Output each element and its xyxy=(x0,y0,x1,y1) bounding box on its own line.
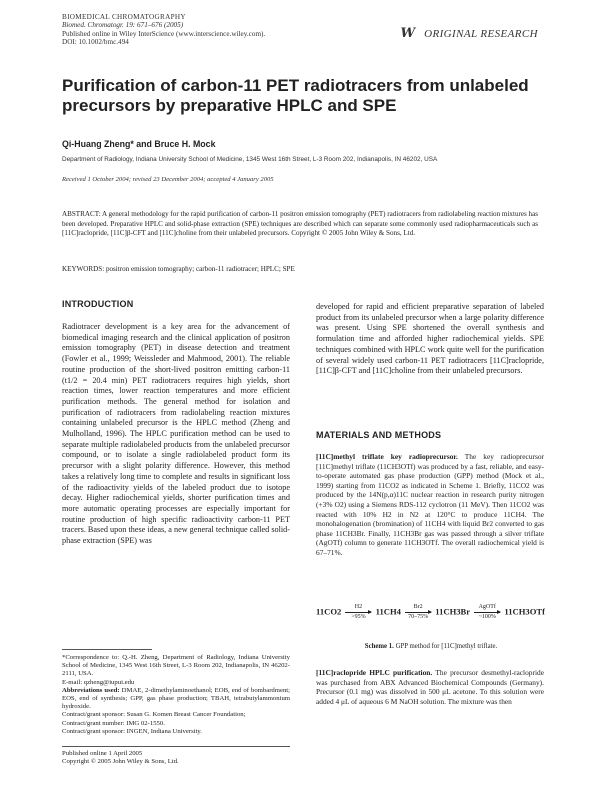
raclopride-section xyxy=(316,668,544,706)
abbrev-label: Abbreviations used: xyxy=(62,686,120,694)
scheme-yield-3: ~100% xyxy=(478,614,496,620)
reaction-arrow-icon xyxy=(345,612,371,613)
scheme-reagent-1: H2 xyxy=(354,604,363,610)
journal-citation: Biomed. Chromatogr. 19: 671–676 (2005) xyxy=(62,21,184,30)
publication-footer xyxy=(62,746,290,766)
intro-paragraph: Radiotracer development is a key area for the advancement of biomedical imaging research and the clinical application of positron emission tomography (PET) in disease detection and treatment (Fowler et al., 1999; Weissleder and Mahmood, 2001). The reliable routine production of the short-lived positron emitting carbon-11 (t1/2 = 20.4 min) PET radiotracers requires high yields, short reaction times, lower reaction temperatures and more efficient purification methods. The general method for isolation and purification of radiotracers from radiolabeling reaction mixtures containing unlabeled precursor is the HPLC method (Zheng and Mulholland, 1996). The HPLC purification method can be used to separate multiple radiolabeled products from the unlabeled precursor compound, or to isolate a single radiolabeled product form its precursor with a slight polarity difference. However, this method takes a relatively long time to complete and results in significant loss of the radioactivity yields of the labeled product due to isotope decay. Higher radiochemical yields, shorter purification times and more automatic operating processes are especially important for routine production of high specific radioactivity carbon-11 PET tracers. Based upon these ideas, a new general technique called solid-phase extraction (SPE) was xyxy=(62,322,290,546)
grant-sponsor-1: Contract/grant sponsor: Susan G. Komen Breast Cancer Foundation; xyxy=(62,711,246,719)
scheme-caption-label: Scheme 1. xyxy=(364,643,394,650)
scheme-step-1 xyxy=(345,604,371,621)
article-type-header xyxy=(401,26,538,41)
grant-number: Contract/grant number: IMG 02-1550. xyxy=(62,719,165,727)
scheme-species-3: 11CH3Br xyxy=(435,606,471,617)
scheme-yield-1: >95% xyxy=(351,614,366,620)
scheme-1 xyxy=(316,604,546,621)
intro-continued-paragraph: developed for rapid and efficient preparative separation of labeled product from its unlabeled precursor when a large polarity difference was present. Using SPE shortened the overall synthesis and formulation time and afforded higher radiochemical yields. SPE techniques combined with HPLC work quite well for the purification of several widely used carbon-11 PET radiotracers [11C]raclopride, [11C]β-CFT and [11C]choline from their unlabeled precursors. xyxy=(316,302,544,376)
article-type: ORIGINAL RESEARCH xyxy=(424,27,538,40)
journal-header xyxy=(62,13,265,47)
scheme-step-3 xyxy=(474,604,500,621)
intro-text xyxy=(62,322,290,547)
methyl-triflate-paragraph xyxy=(316,452,544,558)
correspondence: *Correspondence to: Q.-H. Zheng, Department of Radiology, Indiana University School of Medicine, 1345 West 16th Street, L-3 Room 202, Indianapolis, IN 46202-2111, USA. xyxy=(62,654,290,678)
abstract: ABSTRACT: A general methodology for the rapid purification of carbon-11 positron emission tomography (PET) radiotracers from radiolabeling reaction mixtures has been developed. Preparative HPLC and solid-phase extraction (SPE) techniques are described which can separate some commonly used radiopharmaceuticals such as [11C]raclopride, [11C]β-CFT and [11C]choline from their unlabeled precursors. Copyright © 2005 John Wiley & Sons, Ltd. xyxy=(62,210,538,238)
scheme-reagent-3: AgOTf xyxy=(478,604,496,610)
scheme-step-2 xyxy=(405,604,431,621)
methods-heading: MATERIALS AND METHODS xyxy=(316,430,442,440)
scheme-species-1: 11CO2 xyxy=(316,606,342,617)
intro-heading: INTRODUCTION xyxy=(62,299,134,309)
raclopride-title: [11C]raclopride HPLC purification. xyxy=(316,668,433,677)
published-note: Published online in Wiley InterScience (www.interscience.wiley.com). xyxy=(62,29,266,38)
journal-name: BIOMEDICAL CHROMATOGRAPHY xyxy=(62,13,186,21)
methyl-triflate-text: The key radioprecursor [11C]methyl triflate (11CH3OTf) was produced by a fast, reliable, and easy-to-operate automated gas phase production (GPP) method (Mock et al., 1999) starting from 11CO2 as indicated in Scheme 1. Briefly, 11CO2 was produced by the 14N(p,α)11C nuclear reaction in research purity nitrogen (+3% O2) using a Siemens RDS-112 cyclotron (11 MeV). Then 11CO2 was reacted with 10% H2 in N2 at 120°C to produce 11CH4. The monohalogenation (bromination) of 11CH4 with liquid Br2 converted to gas phase 11CH3Br. Finally, 11CH3Br gas was passed through a silver triflate (AgOTf) column to generate 11CH3OTf. The overall radiochemical yield is 67–71%. xyxy=(316,452,545,557)
footnote-divider xyxy=(62,649,152,650)
intro-continued xyxy=(316,302,544,377)
affiliation: Department of Radiology, Indiana University School of Medicine, 1345 West 16th Street, L-3 Room 202, Indianapolis, IN 46202, USA xyxy=(62,156,438,163)
methyl-triflate-section xyxy=(316,452,544,558)
abbrev-text: DMAE, 2-dimethylaminoethanol; EOB, end of bombardment; EOS, end of synthesis; GPP, gas phase production; TBAH, tetrabutylammonium hydroxide. xyxy=(62,686,291,711)
received-dates: Received 1 October 2004; revised 23 December 2004; accepted 4 January 2005 xyxy=(62,176,274,183)
grant-sponsor-2: Contract/grant sponsor: INGEN, Indiana University. xyxy=(62,727,202,735)
scheme-reagent-2: Br2 xyxy=(413,604,423,610)
reaction-arrow-icon xyxy=(474,612,500,613)
footnotes xyxy=(62,654,290,736)
raclopride-paragraph xyxy=(316,668,544,706)
methyl-triflate-title: [11C]methyl triflate key radioprecursor. xyxy=(316,452,458,461)
scheme-yield-2: 70–75% xyxy=(408,614,429,620)
doi: DOI: 10.1002/bmc.494 xyxy=(62,38,129,47)
scheme-species-2: 11CH4 xyxy=(375,606,401,617)
raclopride-text: The precursor desmethyl-raclopride was purchased from ABX Advanced Biochemical Compounds (Germany). Precursor (0.1 mg) was dissolved in 500 μL acetone. To this solution were added 4 μL of aqueous 6 M NaOH solution. The mixture was then xyxy=(316,668,544,706)
published-online: Published online 1 April 2005 xyxy=(62,750,143,757)
abbreviations xyxy=(62,687,290,712)
scheme-species-4: 11CH3OTf xyxy=(504,606,546,617)
scheme-caption xyxy=(316,643,546,650)
reaction-arrow-icon xyxy=(405,612,431,613)
copyright: Copyright © 2005 John Wiley & Sons, Ltd. xyxy=(62,758,179,766)
article-title: Purification of carbon-11 PET radiotracers from unlabeled precursors by preparative HPLC and SPE xyxy=(62,76,529,115)
wiley-logo-icon: W xyxy=(400,26,415,41)
email: E-mail: qzheng@iupui.edu xyxy=(62,678,135,686)
scheme-caption-text: GPP method for [11C]methyl triflate. xyxy=(395,643,498,650)
authors: Qi-Huang Zheng* and Bruce H. Mock xyxy=(62,139,216,149)
keywords: KEYWORDS: positron emission tomography; carbon-11 radiotracer; HPLC; SPE xyxy=(62,265,295,273)
